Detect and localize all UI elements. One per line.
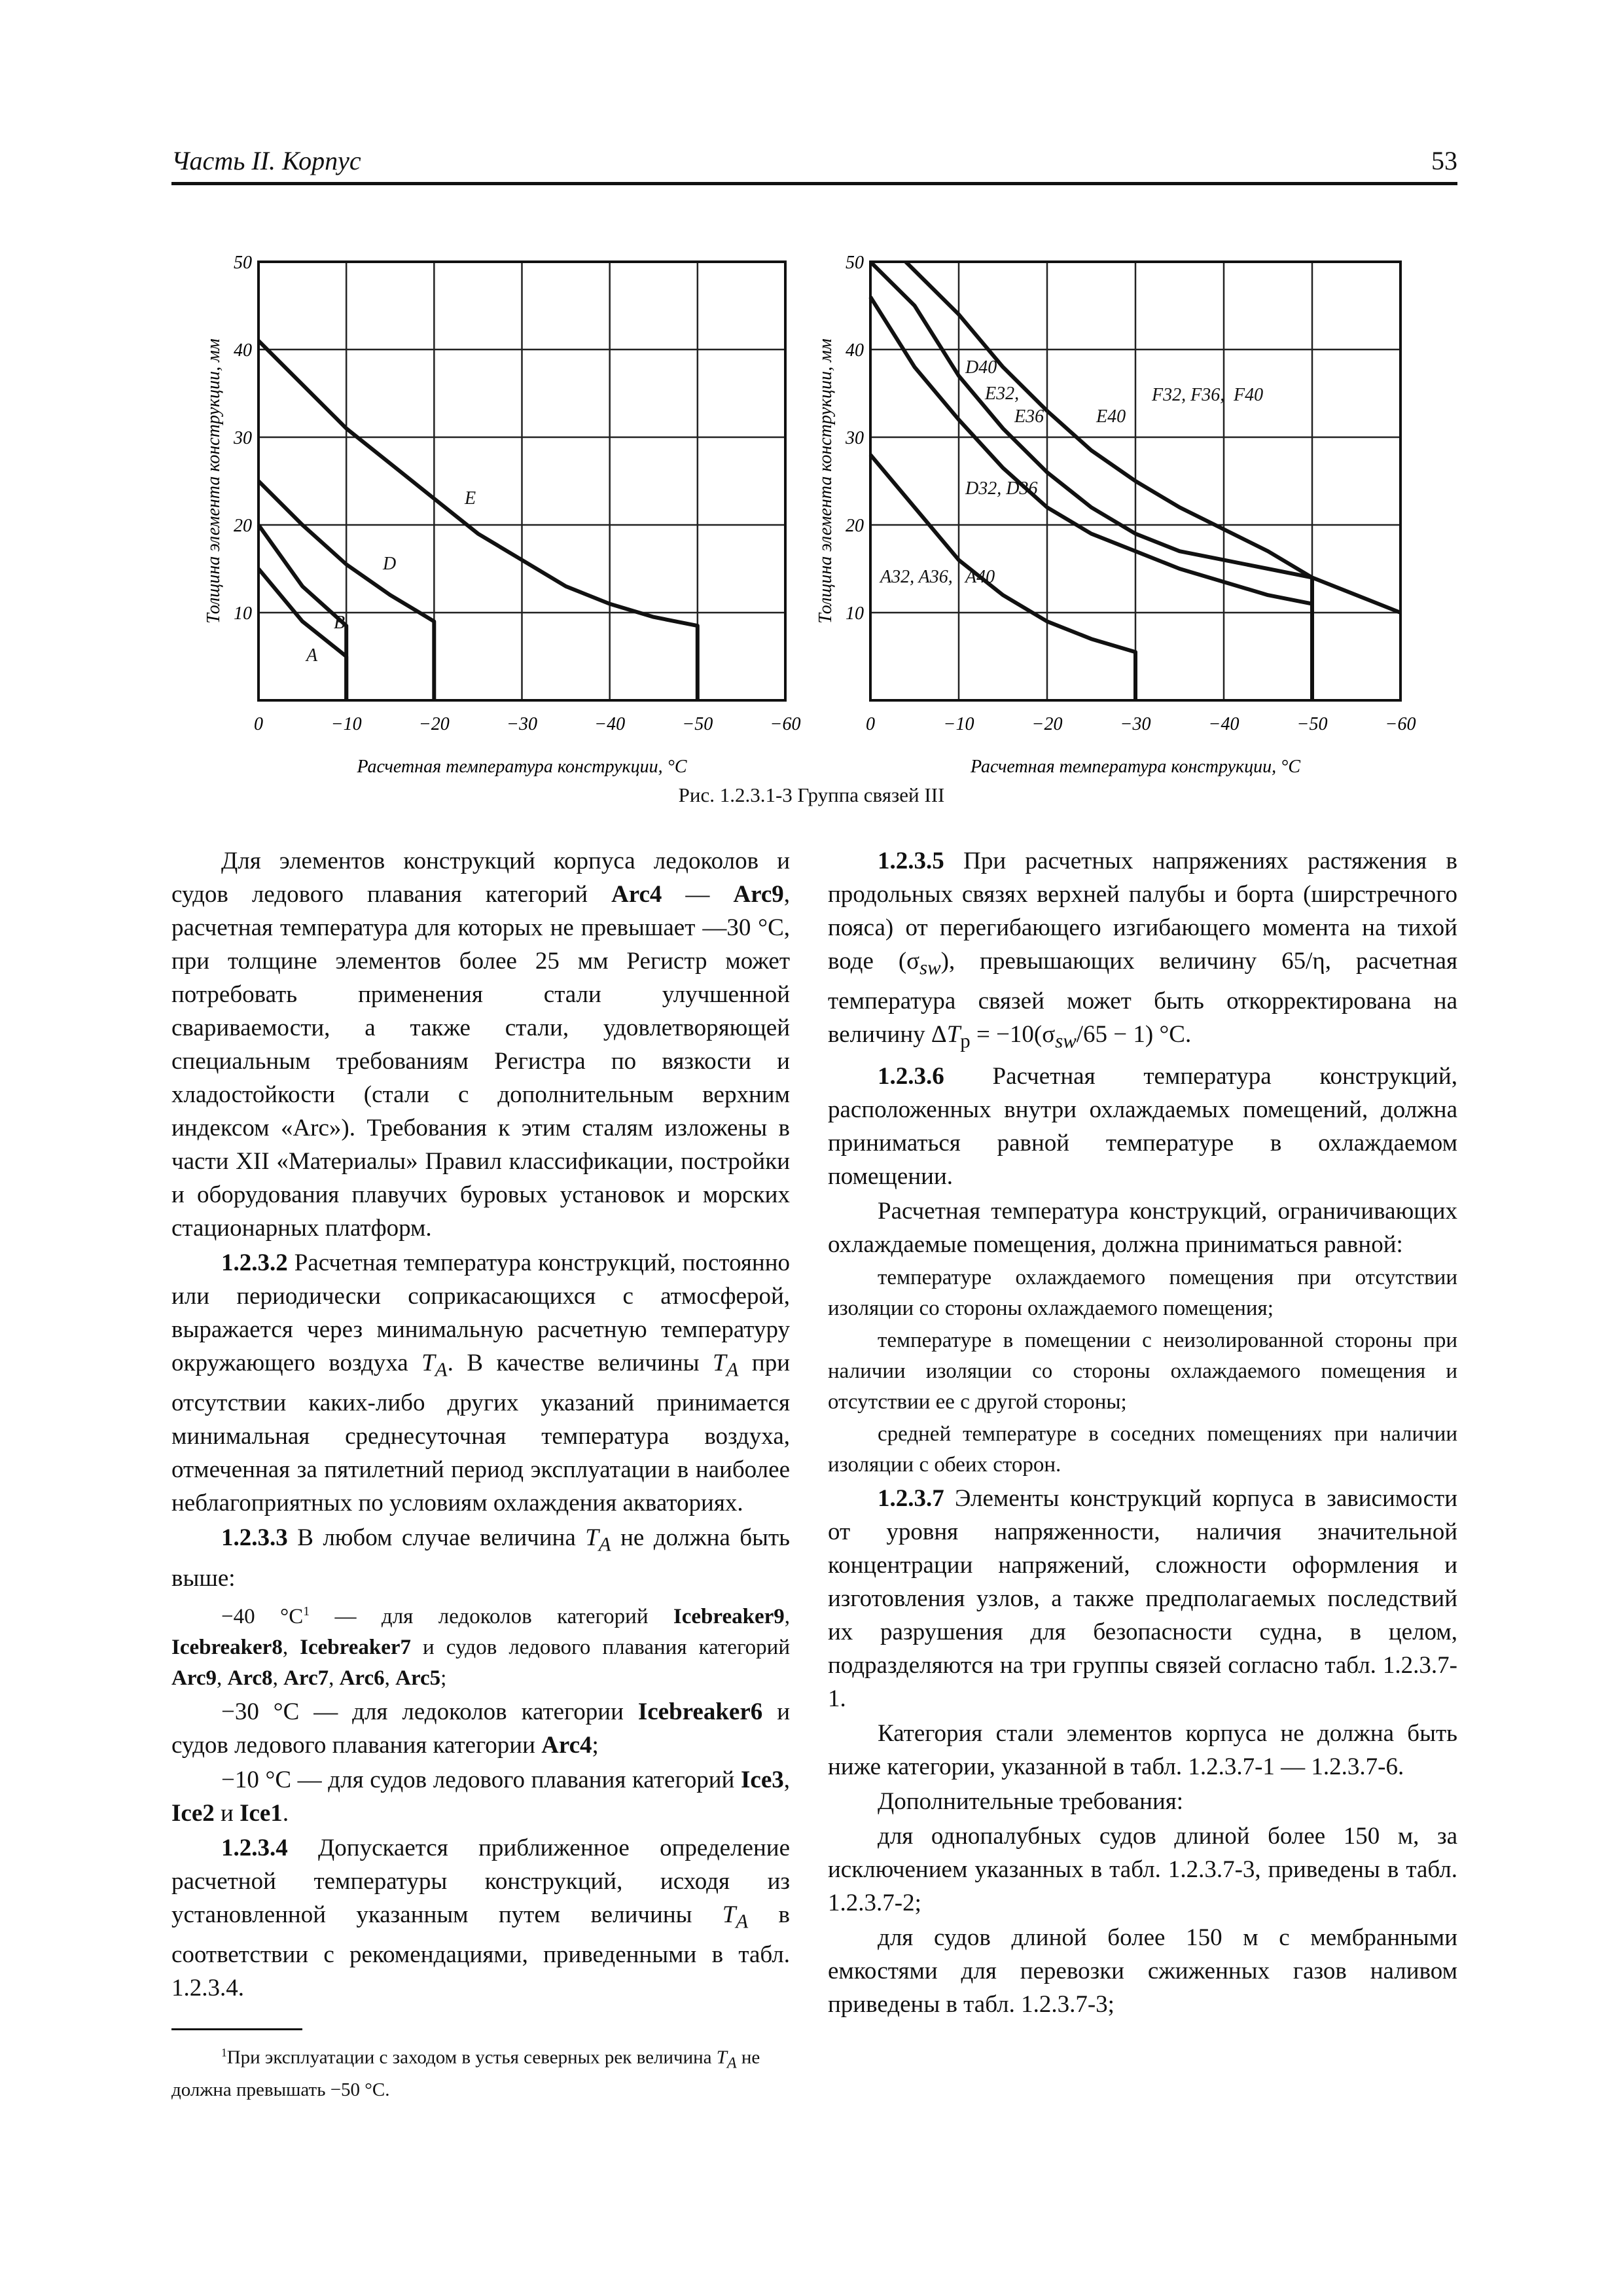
x-tick-label: −20 [418, 714, 450, 734]
curve-label: E36 [1014, 406, 1044, 427]
x-tick-label: −20 [1031, 714, 1063, 734]
paragraph: температуре в помещении с неизолированной стороны при наличии изоляции со стороны охлаждаемого помещения и отсутствии ее с другой стороны; [828, 1328, 1457, 1414]
y-tick-label: 50 [846, 253, 864, 273]
figure-charts [0, 0, 1623, 785]
y-tick-label: 10 [846, 603, 864, 624]
curve-label: D32, D36 [965, 478, 1038, 499]
curve-label: A40 [965, 567, 995, 587]
paragraph: 1.2.3.6 Расчетная температура конструкций, расположенных внутри охлаждаемых помещений, должна приниматься равной температуре в охлаждаемом помещении. [828, 1062, 1457, 1190]
y-tick-label: 30 [234, 428, 252, 448]
y-axis-label: Толщина элемента конструкции, мм [204, 338, 224, 624]
section-title: Часть II. Корпус [171, 146, 361, 175]
x-axis-label: Расчетная температура конструкции, °С [970, 757, 1301, 777]
x-tick-label: −40 [1208, 714, 1240, 734]
page-number: 53 [1431, 146, 1457, 175]
series-line [259, 341, 698, 700]
paragraph: Расчетная температура конструкций, ограничивающих охлаждаемые помещения, должна приниматься равной: [828, 1197, 1457, 1258]
paragraph: 1.2.3.3 В любом случае величина $T_A$ не должна быть выше: [171, 1524, 790, 1592]
y-tick-label: 40 [846, 340, 864, 361]
x-tick-label: −40 [594, 714, 626, 734]
x-axis-label: Расчетная температура конструкции, °С [357, 757, 687, 777]
curve-label: E32, [985, 384, 1020, 404]
curve-label: E [465, 488, 476, 509]
curve-label: B [334, 613, 346, 633]
y-tick-label: 50 [234, 253, 252, 273]
y-tick-label: 30 [846, 428, 864, 448]
x-tick-label: −60 [770, 714, 801, 734]
paragraph: −40 $^\circ С^1$ — для ледоколов категорий Icebreaker9, Icebreaker8, Icebreaker7 и судов ледового плавания категорий Arc9, Arc8, Arc7, Arc6, Arc5; [171, 1604, 790, 1690]
text-column-right [828, 844, 1457, 2022]
x-tick-label: 0 [866, 714, 875, 734]
paragraph: 1.2.3.5 При расчетных напряжениях растяжения в продольных связях верхней палубы и борта (ширстречного пояса) от перегибающего изгибающего момента на тихой воде $(\sigma_{sw})$, превышающих величину 65/η, расчетная температура связей может быть откорректирована на величину $\Delta T_р = -10(\sigma_{sw}/65 - 1)$ °С. [828, 848, 1457, 1052]
footnote-divider [171, 2028, 302, 2030]
x-tick-label: −10 [330, 714, 362, 734]
paragraph: Для элементов конструкций корпуса ледоколов и судов ледового плавания категорий Arc4 — Arc9, расчетная температура для которых не превышает —30 °С, при толщине элементов более 25 мм Регистр может потребовать применения стали улучшенной свариваемости, а также стали, удовлетворяющей специальным требованиям Регистра по вязкости и хладостойкости (стали с дополнительным верхним индексом «Arc»). Требования к этим сталям изложены в части XII «Материалы» Правил классификации, постройки и оборудования плавучих буровых установок и морских стационарных платформ. [171, 848, 790, 1242]
series-line [870, 262, 1312, 700]
y-tick-label: 10 [234, 603, 252, 624]
x-tick-label: −30 [507, 714, 537, 734]
x-tick-label: 0 [254, 714, 263, 734]
paragraph: −10 °С — для судов ледового плавания категорий Ice3, Ice2 и Ice1. [171, 1766, 790, 1827]
paragraph: Дополнительные требования: [878, 1787, 1184, 1815]
paragraph: Категория стали элементов корпуса не должна быть ниже категории, указанной в табл. 1.2.3.7-1 — 1.2.3.7-6. [828, 1719, 1457, 1780]
paragraph: −30 °С — для ледоколов категории Icebreaker6 и судов ледового плавания категории Arc4; [171, 1698, 790, 1759]
paragraph: для однопалубных судов длиной более 150 м, за исключением указанных в табл. 1.2.3.7-3, приведены в табл. 1.2.3.7-2; [828, 1822, 1457, 1916]
curve-label: E40 [1096, 406, 1126, 427]
chart-left [204, 253, 800, 777]
paragraph: 1.2.3.2 Расчетная температура конструкций, постоянно или периодически соприкасающихся с атмосферой, выражается через минимальную расчетную температуру окружающего воздуха $T_A$. В качестве величины $T_A$ при отсутствии каких-либо других указаний принимается минимальная среднесуточная температура воздуха, отмеченная за пятилетний период эксплуатации в наиболее неблагоприятных по условиям охлаждения акваториях. [171, 1249, 790, 1517]
paragraph: средней температуре в соседних помещениях при наличии изоляции с обеих сторон. [828, 1422, 1457, 1477]
curve-label: F32, F36, [1152, 385, 1225, 405]
y-tick-label: 20 [846, 516, 864, 536]
curve-label: A [306, 645, 318, 666]
curve-label: F40 [1234, 385, 1264, 405]
y-tick-label: 20 [234, 516, 252, 536]
x-tick-label: −30 [1120, 714, 1151, 734]
x-tick-label: −50 [1296, 714, 1328, 734]
curve-label: D [383, 554, 397, 574]
paragraph: 1.2.3.4 Допускается приближенное определение расчетной температуры конструкций, исходя из установленной указанным путем величины $T_A$ в соответствии с рекомендациями, приведенными в табл. 1.2.3.4. [171, 1834, 790, 2002]
paragraph: 1.2.3.7 Элементы конструкций корпуса в зависимости от уровня напряженности, наличия значительной концентрации напряжений, сложности оформления и изготовления узлов, а также предполагаемых последствий их разрушения для безопасности судна, в целом, подразделяются на три группы связей согласно табл. 1.2.3.7-1. [828, 1484, 1457, 1712]
x-tick-label: −10 [943, 714, 974, 734]
curve-label: A32, A36, [880, 567, 953, 587]
y-tick-label: 40 [234, 340, 252, 361]
text-column-left [171, 844, 790, 2103]
x-tick-label: −60 [1385, 714, 1416, 734]
y-axis-label: Толщина элемента конструкции, мм [815, 338, 836, 624]
paragraph: для судов длиной более 150 м с мембранными емкостями для перевозки сжиженных газов наливом приведены в табл. 1.2.3.7-3; [828, 1924, 1457, 2018]
chart-right [815, 253, 1416, 777]
figure-caption: Рис. 1.2.3.1-3 Группа связей III [678, 783, 945, 806]
x-tick-label: −50 [682, 714, 713, 734]
curve-label: D40 [965, 357, 997, 378]
footnote: $^1$При эксплуатации с заходом в устья северных рек величина $T_A$ не должна превышать −50 °С. [171, 2046, 760, 2100]
paragraph: температуре охлаждаемого помещения при отсутствии изоляции со стороны охлаждаемого помещения; [828, 1265, 1457, 1320]
